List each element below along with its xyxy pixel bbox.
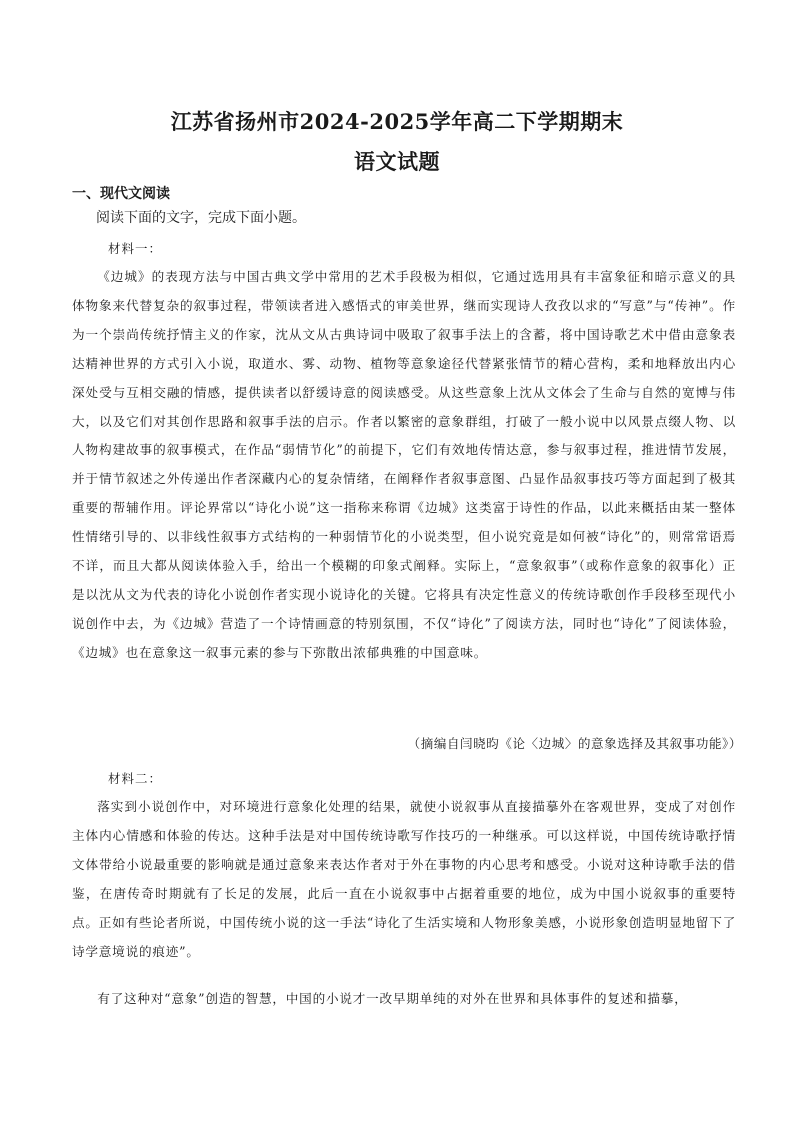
material2-paragraph-2: 有了这种对“意象”创造的智慧，中国的小说才一改早期单纯的对外在世界和具体事件的复述和描摹， bbox=[97, 991, 688, 1006]
material1-label: 材料一： bbox=[108, 241, 163, 256]
section-heading: 一、现代文阅读 bbox=[72, 186, 170, 202]
material2-paragraph-1: 落实到小说创作中，对环境进行意象化处理的结果，就使小说叙事从直接描摹外在客观世界，变成了对创作主体内心情感和体验的传达。这种手法是对中国传统诗歌写作技巧的一种继承。可以这样说，中国传统诗歌抒情文体带给小说最重要的影响就是通过意象来表达作者对于外在事物的内心思考和感受。小说对这种诗歌手法的借鉴，在唐传奇时期就有了长足的发展，此后一直在小说叙事中占据着重要的地位，成为中国小说叙事的重要特点。正如有些论者所说，中国传统小说的这一手法“诗化了生活实境和人物形象美感，小说形象创造明显地留下了诗学意境说的痕迹”。 bbox=[72, 799, 736, 959]
material2-label: 材料二： bbox=[108, 771, 163, 786]
material1-source: （摘编自闫晓昀《论〈边城〉的意象选择及其叙事功能》） bbox=[407, 736, 742, 751]
exam-title: 江苏省扬州市2024-2025学年高二下学期期末 bbox=[170, 109, 624, 134]
reading-instruction: 阅读下面的文字，完成下面小题。 bbox=[96, 210, 306, 226]
material1-paragraph: 《边城》的表现方法与中国古典文学中常用的艺术手段极为相似，它通过选用具有丰富象征和暗示意义的具体物象来代替复杂的叙事过程，带领读者进入感悟式的审美世界，继而实现诗人孜孜以求的“写意”与“传神”。作为一个崇尚传统抒情主义的作家，沈从文从古典诗词中吸取了叙事手法上的含蓄，将中国诗歌艺术中借由意象表达精神世界的方式引入小说，取道水、雾、动物、植物等意象途径代替紧张情节的精心营构，柔和地释放出内心深处受与互相交融的情感，提供读者以舒缓诗意的阅读感受。从这些意象上沈从文体会了生命与自然的宽博与伟大，以及它们对其创作思路和叙事手法的启示。作者以繁密的意象群组，打破了一般小说中以风景点缀人物、以人物构建故事的叙事模式，在作品“弱情节化”的前提下，它们有效地传情达意，参与叙事过程，推进情节发展，并于情节叙述之外传递出作者深藏内心的复杂情绪，在阐释作者叙事意图、凸显作品叙事技巧等方面起到了极其重要的帮辅作用。评论界常以“诗化小说”这一指称来称谓《边城》这类富于诗性的作品，以此来概括由某一整体性情绪引导的、以非线性叙事方式结构的一种弱情节化的小说类型，但小说究竟是如何被“诗化”的，则常常语焉不详，而且大都从阅读体验入手，给出一个模糊的印象式阐释。实际上，“意象叙事”（或称作意象的叙事化）正是以沈从文为代表的诗化小说创作者实现小说诗化的关键。它将具有决定性意义的传统诗歌创作手段移至现代小说创作中去，为《边城》营造了一个诗情画意的特别氛围，不仅“诗化”了阅读方法，同时也“诗化”了阅读体验，《边城》也在意象这一叙事元素的参与下弥散出浓郁典雅的中国意味。 bbox=[72, 269, 736, 660]
exam-subtitle: 语文试题 bbox=[354, 149, 440, 174]
